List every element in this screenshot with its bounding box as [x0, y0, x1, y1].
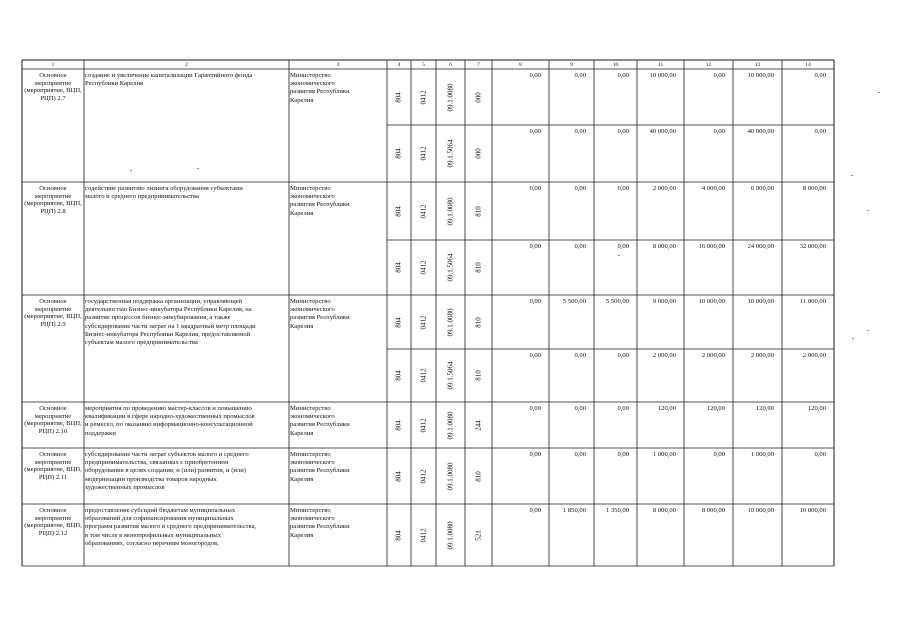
amount-cell: 10 000,00	[698, 298, 725, 305]
event-name-line: и ремесел, по оказанию информационно-консультационной	[85, 421, 253, 429]
executor-line: развития Республики	[290, 523, 350, 531]
budget-code-vr: 810	[474, 370, 482, 381]
budget-code-csr: 09.1.5064	[446, 253, 454, 282]
event-name-line: создание и увеличение капитализации Гарантийного фонда	[85, 72, 253, 79]
budget-code-grbs: 804	[394, 470, 403, 482]
event-type-label: Основное мероприятие (мероприятие, ВЦП, РЦП) 2.10	[24, 405, 82, 435]
budget-code-rzpr: 0412	[419, 204, 427, 218]
amount-cell: 0,00	[617, 243, 629, 250]
amount-cell: 0,00	[529, 451, 541, 458]
amount-cell: 1 000,00	[750, 451, 774, 458]
event-type-label: Основное мероприятие (мероприятие, ВЦП, РЦП) 2.7	[24, 72, 82, 102]
amount-cell: 5 500,00	[605, 298, 629, 305]
scan-speck	[851, 175, 853, 176]
executor-line: Министерство	[290, 451, 331, 458]
amount-cell: 0,00	[574, 405, 586, 412]
column-number: 6	[449, 62, 452, 68]
event-name-line: Республики Карелия	[85, 80, 144, 88]
event-name-line: Бизнес-инкубатора Республики Карелия, предоставляемой	[85, 330, 251, 338]
column-number: 11	[657, 62, 664, 68]
scan-speck	[867, 210, 869, 211]
column-number: 13	[754, 62, 761, 68]
event-name-line: поддержки	[85, 429, 116, 437]
executor-line: Министерство	[290, 298, 331, 305]
amount-cell: 0,00	[617, 405, 629, 412]
amount-cell: 2 000,00	[652, 185, 676, 192]
scan-speck	[878, 92, 880, 93]
event-name-line: предоставление субсидий бюджетам муниципальных	[85, 507, 236, 514]
budget-code-vr: 000	[474, 148, 482, 159]
amount-cell: 0,00	[617, 185, 629, 192]
amount-cell: 0,00	[529, 352, 541, 359]
column-number: 10	[612, 62, 619, 68]
amount-cell: 120,00	[807, 405, 826, 412]
budget-code-rzpr: 0412	[419, 418, 427, 432]
budget-code-vr: 810	[474, 316, 482, 328]
amount-cell: 0,00	[574, 243, 586, 250]
executor-line: Министерство	[290, 185, 331, 192]
amount-cell: 6 000,00	[750, 185, 774, 192]
amount-cell: 9 000,00	[652, 298, 676, 305]
event-name-line: государственная поддержка организации, управляющей	[85, 298, 243, 305]
executor-line: Министерство	[290, 405, 331, 412]
amount-cell: 0,00	[713, 72, 725, 79]
budget-code-rzpr: 0412	[419, 260, 427, 275]
amount-cell: 0,00	[814, 72, 826, 79]
budget-code-rzpr: 0412	[419, 315, 427, 329]
event-name-line: развитие процессов бизнес-инкубирования, а также	[85, 314, 231, 322]
event-name-line: субсидирование части затрат на 1 квадратный метр площади	[85, 322, 256, 330]
amount-cell: 1 350,00	[605, 507, 629, 514]
budget-code-vr: 810	[474, 262, 482, 273]
budget-code-csr: 09.1.0080	[446, 411, 454, 439]
executor-line: развития Республики	[290, 201, 350, 209]
event-name-line: оборудования в целях создания, и (или) развития, и (или)	[85, 467, 246, 475]
budget-code-vr: 810	[474, 470, 482, 482]
budget-code-csr: 09.1.5064	[446, 139, 454, 168]
event-name-line: образованиях, согласно перечням моногородов,	[85, 539, 219, 547]
amount-cell: 0,00	[574, 352, 586, 359]
executor-line: развития Республики	[290, 467, 350, 475]
budget-code-csr: 09.1.0080	[446, 462, 454, 490]
amount-cell: 1 000,00	[652, 451, 676, 458]
amount-cell: 0,00	[529, 405, 541, 412]
event-name-line: малого и среднего предпринимательства	[85, 193, 199, 201]
event-type-label: Основное мероприятие (мероприятие, ВЦП, РЦП) 2.9	[24, 298, 82, 328]
executor-line: экономического	[290, 306, 335, 314]
amount-cell: 5 500,00	[562, 298, 586, 305]
executor-line: экономического	[290, 80, 335, 88]
budget-code-rzpr: 0412	[419, 368, 427, 383]
executor-line: экономического	[290, 515, 335, 523]
budget-code-grbs: 804	[394, 529, 403, 541]
budget-code-csr: 09.1.0080	[446, 308, 454, 336]
budget-code-grbs: 804	[394, 205, 403, 217]
amount-cell: 0,00	[617, 451, 629, 458]
event-name-line: субсидирование части затрат субъектов малого и среднего	[85, 451, 249, 458]
executor-line: экономического	[290, 193, 335, 201]
amount-cell: 40 000,00	[649, 128, 676, 135]
amount-cell: 10 000,00	[649, 72, 676, 79]
amount-cell: 0,00	[574, 72, 586, 79]
amount-cell: 0,00	[529, 243, 541, 250]
budget-code-grbs: 804	[394, 316, 403, 328]
column-number: 9	[570, 62, 573, 68]
amount-cell: 8 000,00	[802, 185, 826, 192]
executor-line: Карелия	[290, 531, 314, 539]
amount-cell: 0,00	[814, 128, 826, 135]
event-name-line: квалификации в сфере народно-художественных промыслов	[85, 413, 255, 421]
amount-cell: 2 000,00	[701, 352, 725, 359]
column-number: 2	[185, 62, 188, 68]
budget-code-vr: 244	[474, 419, 482, 431]
amount-cell: 120,00	[657, 405, 676, 412]
amount-cell: 10 000,00	[747, 298, 774, 305]
amount-cell: 0,00	[574, 128, 586, 135]
budget-code-csr: 09.1.0080	[446, 83, 454, 111]
event-name-line: предпринимательства, связанных с приобретением	[85, 459, 229, 467]
executor-line: Министерство	[290, 72, 331, 79]
budget-code-grbs: 804	[394, 419, 403, 431]
column-number: 14	[805, 62, 811, 68]
amount-cell: 0,00	[617, 72, 629, 79]
scan-speck	[867, 330, 869, 331]
amount-cell: 0,00	[713, 451, 725, 458]
amount-cell: 0,00	[617, 352, 629, 359]
budget-code-rzpr: 0412	[419, 469, 427, 483]
executor-line: Карелия	[290, 96, 314, 104]
budget-code-csr: 09.1.0080	[446, 197, 454, 225]
amount-cell: 4 000,00	[701, 185, 725, 192]
column-number: 12	[705, 62, 712, 68]
event-name-line: образований для софинансирования муниципальных	[85, 515, 234, 523]
event-name-line: деятельностью Бизнес-инкубатора Республики Карелия, на	[85, 306, 252, 314]
budget-code-csr: 09.1.5064	[446, 361, 454, 390]
amount-cell: 10 000,00	[799, 507, 826, 514]
executor-line: экономического	[290, 413, 335, 421]
budget-code-rzpr: 0412	[419, 146, 427, 161]
budget-code-grbs: 804	[394, 262, 403, 273]
executor-line: развития Республики	[290, 314, 350, 322]
amount-cell: 120,00	[755, 405, 774, 412]
amount-cell: 0,00	[529, 72, 541, 79]
amount-cell: 2 000,00	[750, 352, 774, 359]
executor-line: Карелия	[290, 209, 314, 217]
scan-speck	[197, 168, 199, 169]
amount-cell: 24 000,00	[747, 243, 774, 250]
budget-code-rzpr: 0412	[419, 90, 427, 104]
event-name-line: программ развития малого и среднего предпринимательства,	[85, 523, 257, 531]
budget-code-csr: 09.1.0080	[446, 521, 454, 549]
amount-cell: 8 000,00	[652, 243, 676, 250]
event-name-line: модернизации производства товаров народных	[85, 475, 217, 483]
amount-cell: 32 000,00	[799, 243, 826, 250]
event-type-label: Основное мероприятие (мероприятие, ВЦП, РЦП) 2.11	[24, 451, 82, 481]
executor-line: Карелия	[290, 475, 314, 483]
amount-cell: 0,00	[814, 451, 826, 458]
event-name-line: художественных промыслов	[85, 483, 165, 491]
scan-speck	[618, 255, 620, 256]
budget-code-vr: 000	[474, 91, 482, 103]
amount-cell: 16 000,00	[698, 243, 725, 250]
executor-line: Карелия	[290, 429, 314, 437]
amount-cell: 0,00	[529, 185, 541, 192]
budget-code-grbs: 804	[394, 91, 403, 103]
budget-code-vr: 810	[474, 205, 482, 217]
amount-cell: 10 000,00	[747, 507, 774, 514]
event-type-label: Основное мероприятие (мероприятие, ВЦП, РЦП) 2.8	[24, 185, 82, 215]
amount-cell: 0,00	[529, 507, 541, 514]
amount-cell: 8 000,00	[652, 507, 676, 514]
scan-speck	[852, 338, 854, 339]
amount-cell: 40 000,00	[747, 128, 774, 135]
event-name-line: в том числе в монопрофильных муниципальных	[85, 531, 222, 539]
amount-cell: 0,00	[529, 298, 541, 305]
event-name-line: содействие развитию лизинга оборудования субъектами	[85, 185, 243, 192]
budget-code-rzpr: 0412	[419, 528, 427, 542]
amount-cell: 0,00	[713, 128, 725, 135]
amount-cell: 120,00	[706, 405, 725, 412]
column-number: 8	[519, 62, 522, 68]
budget-code-vr: 521	[474, 529, 482, 541]
amount-cell: 0,00	[617, 128, 629, 135]
column-number: 3	[336, 62, 340, 68]
budget-code-grbs: 804	[394, 148, 403, 159]
executor-line: развития Республики	[290, 421, 350, 429]
event-name-line: субъектам малого предпринимательства	[85, 339, 198, 346]
amount-cell: 2 000,00	[652, 352, 676, 359]
executor-line: Министерство	[290, 507, 331, 514]
executor-line: экономического	[290, 459, 335, 467]
event-type-label: Основное мероприятие (мероприятие, ВЦП, РЦП) 2.12	[24, 507, 82, 537]
amount-cell: 11 000,00	[799, 298, 826, 305]
amount-cell: 1 850,00	[562, 507, 586, 514]
column-number: 5	[422, 62, 425, 68]
column-number: 7	[477, 62, 480, 68]
amount-cell: 0,00	[574, 451, 586, 458]
budget-code-grbs: 804	[394, 370, 403, 381]
amount-cell: 0,00	[574, 185, 586, 192]
executor-line: развития Республики	[290, 88, 350, 96]
amount-cell: 0,00	[529, 128, 541, 135]
executor-line: Карелия	[290, 322, 314, 330]
amount-cell: 10 000,00	[747, 72, 774, 79]
column-number: 1	[51, 62, 55, 68]
scan-speck	[130, 170, 132, 171]
event-name-line: мероприятия по проведению мастер-классов и повышению	[85, 405, 252, 412]
amount-cell: 8 000,00	[701, 507, 725, 514]
column-number: 4	[397, 62, 401, 68]
amount-cell: 2 000,00	[802, 352, 826, 359]
